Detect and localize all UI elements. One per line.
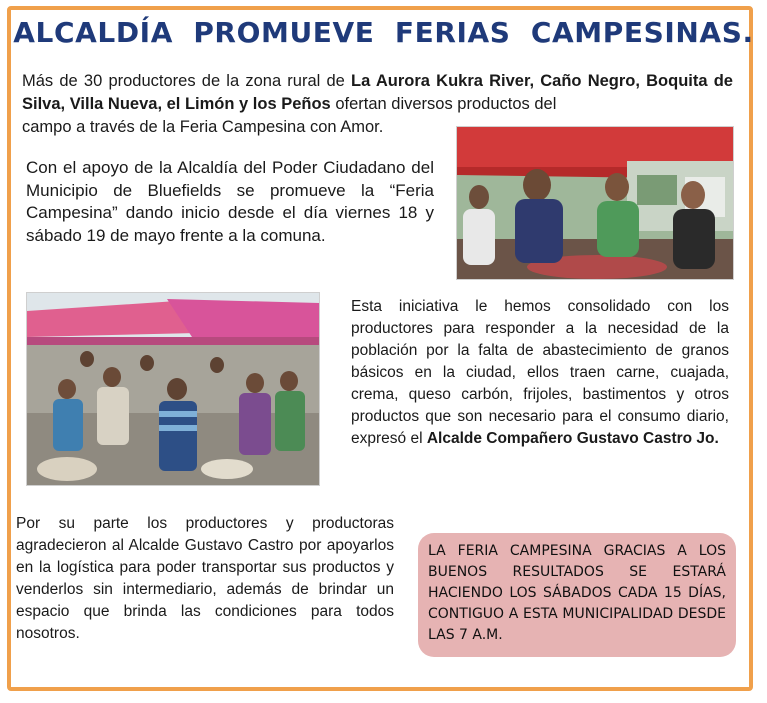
schedule-callout-text: LA FERIA CAMPESINA GRACIAS A LOS BUENOS RESULTADOS SE ESTARÁ HACIENDO LOS SÁBADOS CADA 15 DÍAS, CONTIGUO A ESTA MUNICIPALIDAD DESDE LAS 7 A.M. xyxy=(428,543,726,643)
thanks-paragraph: Por su parte los productores y productoras agradecieron al Alcalde Gustavo Castro por apoyarlos en la logística para poder transportar sus productos y venderlos sin intermediario, además de brindar un espacio que brinda las condiciones para todos nosotros. xyxy=(16,515,394,642)
initiative-speaker: Alcalde Compañero Gustavo Castro Jo. xyxy=(426,430,719,447)
intro-tail: ofertan diversos productos del xyxy=(330,95,557,113)
intro-tail-line: campo a través de la Feria Campesina con Amor. xyxy=(22,118,384,136)
intro-lead: Más de 30 productores de la zona rural de xyxy=(22,72,352,90)
intro-places: La Aurora Kukra River, Caño Negro, Boquita de Silva, Villa Nueva, el Limón y los Peños xyxy=(22,72,733,113)
market-vendors-photo xyxy=(456,126,734,280)
initiative-text: Esta iniciativa le hemos consolidado con los productores para responder a la necesidad de la población por la falta de abastecimiento de granos básicos en la ciudad, ellos traen carne, cuajada, crema, queso carbón, frijoles, bastimentos y otros productos que son necesario para el consumo diario, expresó el xyxy=(351,298,729,447)
market-crowd-photo xyxy=(26,292,320,486)
intro-paragraph xyxy=(22,70,733,116)
headline: ALCALDÍA PROMUEVE FERIAS CAMPESINAS. xyxy=(13,16,754,49)
schedule-callout xyxy=(418,533,736,657)
support-paragraph: Con el apoyo de la Alcaldía del Poder Ciudadano del Municipio de Bluefields se promueve la “Feria Campesina” dando inicio desde el día viernes 18 y sábado 19 de mayo frente a la comuna. xyxy=(26,158,434,245)
initiative-paragraph xyxy=(351,296,729,450)
